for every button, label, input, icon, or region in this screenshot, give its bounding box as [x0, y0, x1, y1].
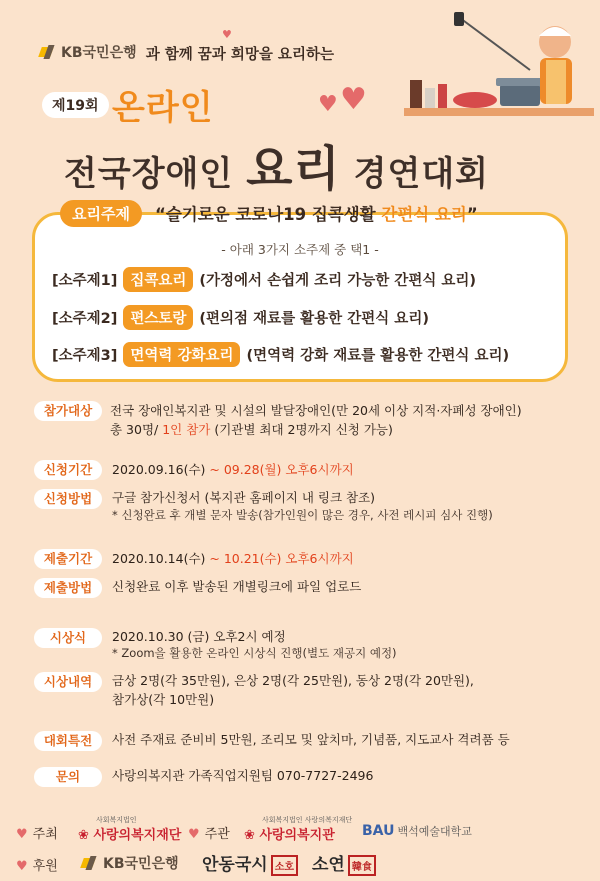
sponsor-kb-logo: KB국민은행: [82, 853, 179, 874]
sarang-icon: ❀: [244, 828, 255, 843]
apply-method-note: * 신청완료 후 개별 문자 발송(참가인원이 많은 경우, 사전 레시피 심사 진행): [112, 508, 493, 522]
online-label: 온라인: [112, 88, 214, 128]
subtopic-chip: 집콕요리: [123, 267, 193, 292]
ceremony-label: 시상식: [34, 628, 102, 648]
heart-icon: ♥: [340, 82, 367, 117]
kb-star-icon: [82, 856, 100, 870]
top-tagline: KB국민은행 과 함께 꿈과 희망을 요리하는: [40, 42, 334, 64]
sarang-icon: ❀: [78, 828, 89, 843]
edition-badge: 제19회: [42, 92, 109, 118]
heart-icon: ♥: [16, 827, 28, 842]
sponsor-soyeon-logo: 소연 韓食: [312, 850, 376, 876]
organizer-label: ♥ 주관: [188, 827, 230, 842]
submit-period-label: 제출기간: [34, 549, 102, 569]
sponsor-andong-logo: 안동국시 소호: [202, 850, 298, 876]
theme-quote: “슬기로운 코로나19 집콕생활 간편식 요리”: [155, 205, 478, 224]
subtopic-row: [소주제1] 집콕요리 (가정에서 손쉽게 조리 가능한 간편식 요리): [52, 267, 476, 292]
contact-label: 문의: [34, 767, 102, 787]
heart-icon: ♥: [188, 827, 200, 842]
host-logo: 사회복지법인 ❀ 사랑의복지재단: [78, 816, 182, 843]
chef-illustration: [400, 10, 595, 128]
kb-star-icon: [40, 45, 58, 59]
awards: 금상 2명(각 35만원), 은상 2명(각 25만원), 동상 2명(각 20만원), 참가상(각 10만원): [112, 673, 474, 707]
heart-icon: ♥: [222, 28, 232, 41]
kb-logo: KB국민은행: [40, 42, 137, 62]
subtopic-chip: 면역력 강화요리: [123, 342, 240, 367]
apply-period: 2020.09.16(수) ~ 09.28(월) 오후6시까지: [112, 462, 354, 477]
organizer-logo: 사회복지법인 사랑의복지재단 ❀ 사랑의복지관: [244, 816, 353, 843]
ceremony-note: * Zoom을 활용한 온라인 시상식 진행(별도 재공지 예정): [112, 646, 397, 660]
benefits: 사전 주재료 준비비 5만원, 조리모 및 앞치마, 기념품, 지도교사 격려품 등: [112, 732, 510, 747]
awards-label: 시상내역: [34, 672, 102, 692]
heart-icon: ♥: [318, 92, 338, 117]
apply-period-label: 신청기간: [34, 460, 102, 480]
benefits-label: 대회특전: [34, 731, 102, 751]
contact: 사랑의복지관 가족직업지원팀 070-7727-2496: [112, 768, 374, 783]
sponsor-label: ♥ 후원: [16, 859, 58, 874]
page-title: 전국장애인 요리 경연대회: [64, 141, 490, 197]
heart-icon: ♥: [16, 859, 28, 874]
university-logo: BAU 백석예술대학교: [362, 823, 472, 839]
submit-method-label: 제출방법: [34, 578, 102, 598]
choose-instruction: - 아래 3가지 소주제 중 택1 -: [221, 242, 379, 257]
submit-period: 2020.10.14(수) ~ 10.21(수) 오후6시까지: [112, 551, 354, 566]
subtopic-row: [소주제2] 편스토랑 (편의점 재료를 활용한 간편식 요리): [52, 305, 429, 330]
apply-method-label: 신청방법: [34, 489, 102, 509]
target-info: 전국 장애인복지관 및 시설의 발달장애인(만 20세 이상 지적·자폐성 장애인) 총 30명/ 1인 참가 (기관별 최대 2명까지 신청 가능): [110, 403, 522, 437]
subtopic-row: [소주제3] 면역력 강화요리 (면역력 강화 재료를 활용한 간편식 요리): [52, 342, 509, 367]
ceremony: 2020.10.30 (금) 오후2시 예정: [112, 629, 286, 644]
target-label: 참가대상: [34, 401, 102, 421]
submit-method: 신청완료 이후 발송된 개별링크에 파일 업로드: [112, 579, 362, 594]
host-label: ♥ 주최: [16, 827, 58, 842]
apply-method: 구글 참가신청서 (복지관 홈페이지 내 링크 참조): [112, 490, 376, 505]
subtopic-chip: 편스토랑: [123, 305, 193, 330]
theme-tag: 요리주제: [60, 200, 142, 227]
